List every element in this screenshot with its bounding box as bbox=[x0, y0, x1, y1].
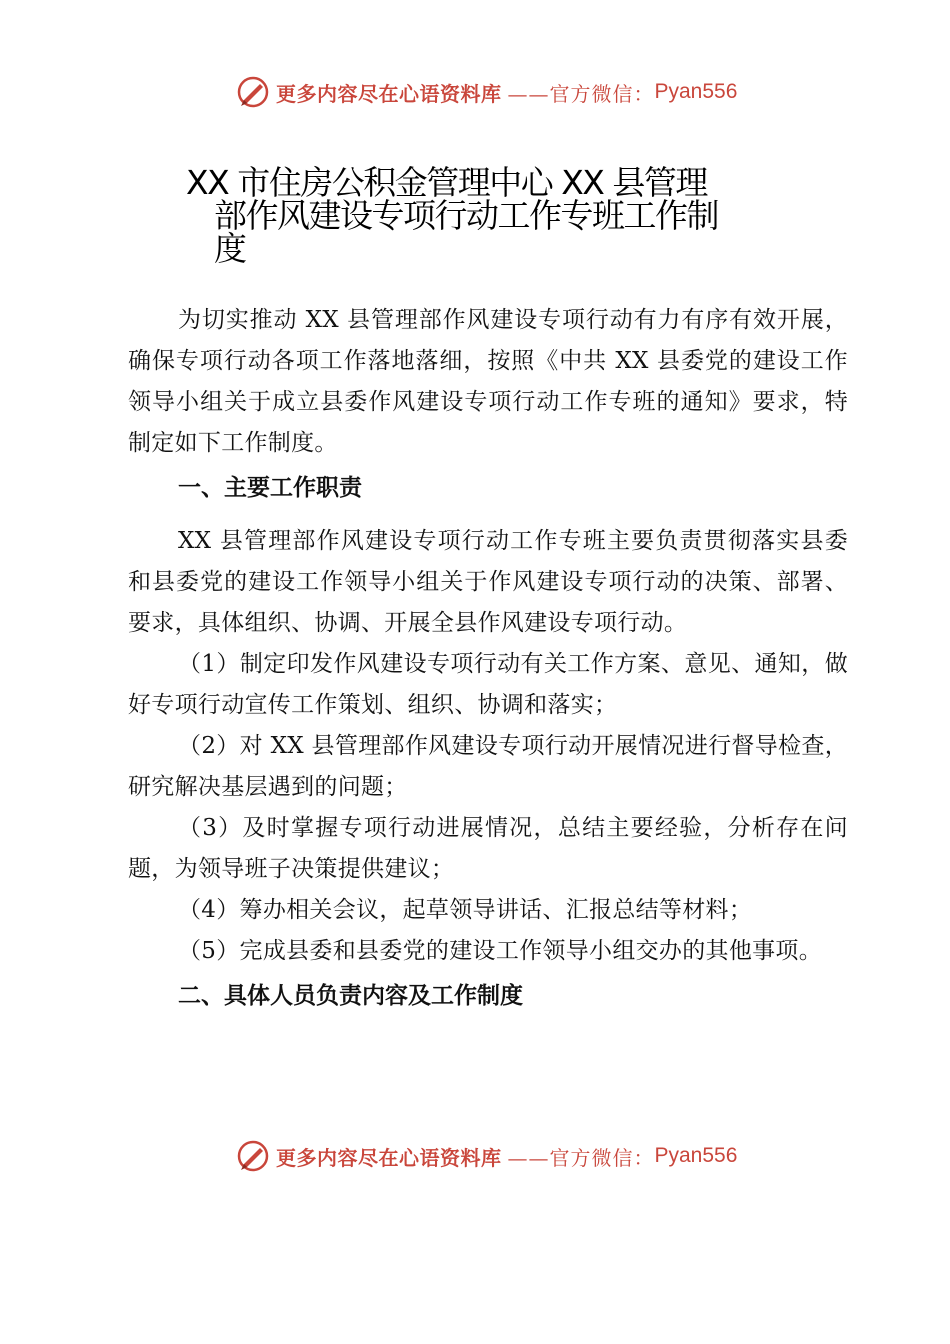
section-1-heading: 一、主要工作职责 bbox=[178, 475, 362, 501]
list-item: （2）对 XX 县管理部作风建设专项行动开展情况进行督导检查，研究解决基层遇到的问题； bbox=[128, 733, 848, 800]
list-item: （3）及时掌握专项行动进展情况，总结主要经验，分析存在问题，为领导班子决策提供建议； bbox=[128, 815, 848, 882]
header-watermark bbox=[236, 72, 737, 112]
list-item: （4）筹办相关会议，起草领导讲话、汇报总结等材料； bbox=[178, 897, 753, 923]
footer-watermark bbox=[236, 1136, 737, 1176]
intro-paragraph: 为切实推动 XX 县管理部作风建设专项行动有力有序有效开展，确保专项行动各项工作落地落细，按照《中共 XX 县委党的建设工作领导小组关于成立县委作风建设专项行动工作专班的通知》要求，特制定如下工作制度。 bbox=[128, 307, 848, 456]
document-body bbox=[128, 300, 848, 1017]
watermark-text: 更多内容尽在心语资料库 bbox=[276, 1145, 502, 1170]
document-title bbox=[186, 163, 766, 268]
list-item: （1）制定印发作风建设专项行动有关工作方案、意见、通知，做好专项行动宣传工作策划、组织、协调和落实； bbox=[128, 651, 848, 718]
watermark-text: 更多内容尽在心语资料库 bbox=[276, 81, 502, 106]
list-item: （5）完成县委和县委党的建设工作领导小组交办的其他事项。 bbox=[178, 938, 823, 964]
title-line-1: XX 市住房公积金管理中心 XX 县管理 bbox=[186, 163, 707, 202]
title-line-3: 度 bbox=[214, 229, 246, 268]
section-2-heading: 二、具体人员负责内容及工作制度 bbox=[178, 983, 523, 1009]
watermark-separator: ——官方微信： bbox=[507, 1145, 655, 1170]
section-1-intro: XX 县管理部作风建设专项行动工作专班主要负责贯彻落实县委和县委党的建设工作领导小组关于作风建设专项行动的决策、部署、要求，具体组织、协调、开展全县作风建设专项行动。 bbox=[128, 528, 848, 636]
pen-logo-icon bbox=[236, 75, 270, 109]
title-line-2: 部作风建设专项行动工作专班工作制 bbox=[214, 196, 718, 235]
watermark-wechat-id: Pyan556 bbox=[654, 1144, 738, 1167]
watermark-wechat-id: Pyan556 bbox=[654, 80, 738, 103]
pen-logo-icon bbox=[236, 1139, 270, 1173]
watermark-separator: ——官方微信： bbox=[507, 81, 655, 106]
